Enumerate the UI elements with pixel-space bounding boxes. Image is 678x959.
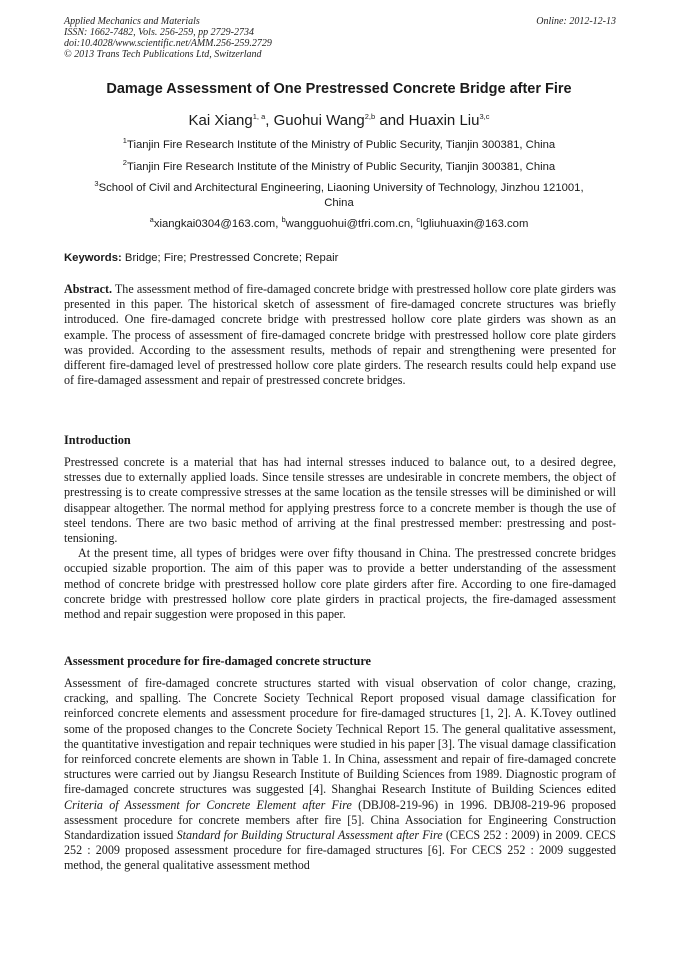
copyright-line: © 2013 Trans Tech Publications Ltd, Switzerland bbox=[64, 49, 262, 60]
email-sup: b bbox=[281, 215, 286, 225]
affiliation-2 bbox=[40, 160, 638, 175]
paragraph bbox=[64, 676, 616, 874]
email-sup: c bbox=[416, 215, 421, 225]
email-line bbox=[40, 217, 638, 232]
affiliation-sup: 1 bbox=[122, 136, 127, 146]
email-address: wangguohui@tfri.com.cn, bbox=[285, 218, 417, 230]
assessment-body bbox=[64, 676, 616, 874]
paper-title: Damage Assessment of One Prestressed Concrete Bridge after Fire bbox=[106, 81, 572, 97]
paragraph: At the present time, all types of bridges were over fifty thousand in China. The prestressed concrete bridges occupied sizable proportion. The aim of this paper was to provide a better understanding of the assessment method of concrete bridge with prestressed hollow core plate girders after fire. According to one fire-damaged concrete bridge with prestressed hollow core plate girders in practical projects, the fire-damaged assessment method and repair suggestion were proposed in this paper. bbox=[64, 546, 616, 622]
paragraph: Prestressed concrete is a material that has had internal stresses induced to balance out, to a desired degree, stresses due to externally applied loads. Since tensile stresses are undesirable in concrete members, the object of prestressing is to create compressive stresses at the same location as the tensile stresses will be diminished or will disappear altogether. The normal method for applying prestress force to a concrete member is though the use of steel tendons. There are two basic method of arriving at the final prestressed member: prestressing and post-tensioning. bbox=[64, 455, 616, 546]
abstract-text: The assessment method of fire-damaged concrete bridge with prestressed hollow core plate girders was presented in this paper. The historical sketch of assessment of fire-damaged concrete structures was briefly introduced. One fire-damaged concrete bridge with prestressed hollow core plate girders was shown as an example. The process of assessment of fire-damaged concrete bridge with prestressed hollow core plate girders was provided. According to the assessment results, methods of repair and strengthening were presented for different fire-damaged level of prestressed hollow core plate girders. The research results could help expand use of fire-damaged assessment and repair of prestressed concrete bridges. bbox=[64, 282, 616, 388]
text-run: Assessment of fire-damaged concrete structures started with visual observation of color change, crazing, cracking, and spalling. The Concrete Society Technical Report proposed visual damage classification for reinforced concrete elements and assessment procedure for fire-damaged structures [1, 2]. A. K.Tovey outlined some of the proposed changes to the Concrete Society Technical Report 15. The general qualitative assessment, the quantitative investigation and repair techniques were studied in his paper [3]. The visual damage classification for reinforced concrete elements are shown in Table 1. In China, assessment and repair of fire-damaged concrete structures were carried out by Jiangsu Research Institute of Building Sciences from 1989. Diagnostic program of fire-damaged concrete structures was suggested [4]. Shanghai Research Institute of Building Sciences edited bbox=[64, 676, 616, 797]
author-sup: 1, a bbox=[252, 112, 266, 121]
author-line bbox=[40, 112, 638, 129]
abstract bbox=[64, 282, 616, 388]
introduction-body bbox=[64, 455, 616, 622]
text-run: (DBJ08-219-96) in 1996. DBJ08-219-96 proposed assessment procedure for concrete members after fire [5]. China Association for Engineering Construction Standardization issued bbox=[64, 797, 616, 843]
author-sup: 3,c bbox=[479, 112, 490, 121]
affiliation-sup: 3 bbox=[94, 179, 99, 189]
text-run: (CECS 252 : 2009) in 2009. CECS 252 : 2009 proposed assessment procedure for fire-damaged structures [6]. For CECS 252 : 2009 suggested method, the general qualitative assessment method bbox=[64, 828, 616, 873]
doi-line: doi:10.4028/www.scientific.net/AMM.256-259.2729 bbox=[64, 38, 272, 49]
affiliation-text: China bbox=[324, 197, 354, 209]
email-sup: a bbox=[149, 215, 154, 225]
email-address: xiangkai0304@163.com, bbox=[153, 218, 282, 230]
affiliation-text: Tianjin Fire Research Institute of the Ministry of Public Security, Tianjin 300381, China bbox=[126, 161, 556, 173]
affiliation-text: School of Civil and Architectural Engineering, Liaoning University of Technology, Jinzhou 121001, bbox=[98, 182, 584, 194]
author-name: Huaxin Liu bbox=[408, 112, 480, 129]
affiliation-sup: 2 bbox=[122, 158, 127, 168]
affiliation-3 bbox=[40, 181, 638, 211]
author-name: Kai Xiang bbox=[188, 112, 253, 129]
email-address: lgliuhuaxin@163.com bbox=[420, 218, 529, 230]
keywords bbox=[64, 252, 616, 264]
keywords-text: Bridge; Fire; Prestressed Concrete; Repair bbox=[121, 252, 339, 264]
author-name: Guohui Wang bbox=[273, 112, 365, 129]
italic-title: Criteria of Assessment for Concrete Element after Fire bbox=[64, 797, 352, 812]
journal-name: Applied Mechanics and Materials bbox=[64, 16, 200, 27]
author-separator: , bbox=[265, 112, 274, 129]
issn-line: ISSN: 1662-7482, Vols. 256-259, pp 2729-2734 bbox=[64, 27, 254, 38]
introduction-heading: Introduction bbox=[64, 433, 131, 447]
affiliation-1 bbox=[40, 138, 638, 153]
assessment-heading: Assessment procedure for fire-damaged concrete structure bbox=[64, 654, 372, 668]
affiliation-text: Tianjin Fire Research Institute of the Ministry of Public Security, Tianjin 300381, China bbox=[126, 139, 556, 151]
keywords-label: Keywords: bbox=[64, 252, 122, 264]
abstract-label: Abstract. bbox=[64, 282, 113, 296]
journal-header bbox=[64, 16, 616, 60]
italic-title: Standard for Building Structural Assessment after Fire bbox=[176, 828, 443, 843]
author-separator: and bbox=[375, 112, 409, 129]
online-date: Online: 2012-12-13 bbox=[536, 16, 616, 27]
author-sup: 2,b bbox=[364, 112, 376, 121]
